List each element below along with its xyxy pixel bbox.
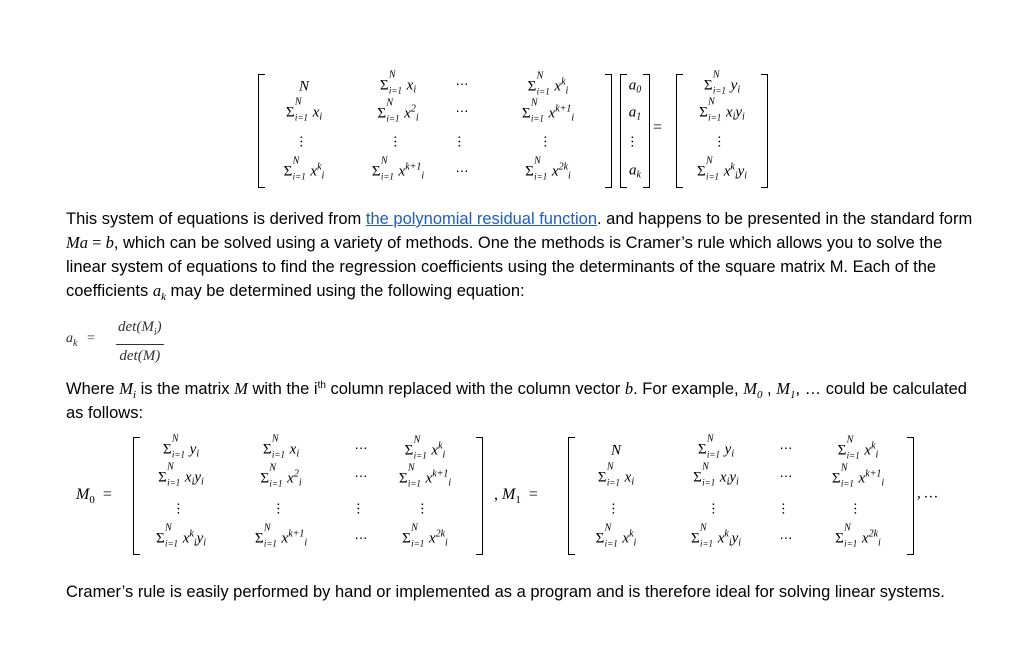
matrix-m-cell-3-0: Σ N i=1 $x^k_i$ bbox=[283, 155, 325, 182]
matrix-m-cdots-0: ⋯ bbox=[455, 77, 469, 93]
matrix-m-cell-1-3: Σ N i=1 $x^{k+1}_i$ bbox=[521, 97, 575, 124]
paragraph-conclusion: Cramer’s rule is easily performed by hand or implemented as a program and is therefore ideal for solving linear systems. bbox=[66, 583, 945, 601]
matrix-m-cell-1-0: Σ N i=1 $x_i$ bbox=[285, 96, 323, 123]
matrix-m-cell-0-1: Σ N i=1 $x_i$ bbox=[379, 69, 417, 96]
matrix-m-vdots-3: … bbox=[540, 135, 556, 149]
vector-a-0: $a_0$ bbox=[628, 77, 642, 96]
vector-b-vdots: … bbox=[714, 135, 730, 149]
vector-b-1: Σ N i=1 $x_iy_i$ bbox=[699, 96, 745, 123]
paragraph-intro: This system of equations is derived from the polynomial residual function. and happens to be presented in the standard form Ma = b, which can be solved using a variety of methods. One the methods is Cramer’s rule which allows you to solve the linear system of equations to find the regression coefficients using the determinants of the square matrix M. Each of the coefficients $a_k$ may be determined using the following equation: bbox=[66, 210, 973, 303]
vector-b bbox=[676, 69, 768, 188]
matrix-m-vdots-2: … bbox=[454, 135, 470, 149]
matrix-m-vdots-0: … bbox=[296, 135, 312, 149]
vector-a-vdots: … bbox=[627, 135, 643, 149]
vector-a-1: $a_1$ bbox=[628, 104, 642, 123]
matrix-m-cdots-3: ⋯ bbox=[455, 164, 469, 180]
matrix-m-cell-3-1: Σ N i=1 $x^{k+1}_i$ bbox=[371, 155, 425, 182]
matrix-m-cell-1-1: Σ N i=1 $x^2_i$ bbox=[377, 97, 419, 124]
fraction-numerator: $\det(M_i)$ bbox=[118, 319, 162, 338]
matrix-m-vdots-1: … bbox=[390, 135, 406, 149]
m1-label: , $M_1$ = bbox=[494, 485, 538, 507]
matrix-m-cdots-1: ⋯ bbox=[455, 104, 469, 120]
fraction-denominator: det(M) bbox=[119, 348, 161, 364]
matrix-m-cell-0-0: N bbox=[298, 78, 310, 95]
vector-a-k: $a_k$ bbox=[629, 162, 641, 181]
vector-b-0: Σ N i=1 $y_i$ bbox=[703, 69, 741, 96]
matrix-m-cell-3-3: Σ N i=1 $x^{2k}_i$ bbox=[525, 155, 571, 182]
matrix-m-cell-0-3: Σ N i=1 $x^k_i$ bbox=[527, 70, 569, 97]
paragraph-where: Where $M_i$ is the matrix M with the $i^{th}$ column replaced with the column vector b. For example, $M_0$ , $M_1$, … could be calculated as follows: bbox=[66, 379, 967, 422]
vector-a bbox=[620, 74, 650, 188]
matrix-m0: Σ N i=1 $y_i$ Σ N i=1 $x_i$ ⋯ Σ N i=1 $x^k_i$ Σ N i=1 $x_iy_i$ Σ N i=1 $x^2_i$ ⋯ Σ N i=1 $x^{k+1}_i$ … … … … Σ N i=1 $x^k_iy_i$ Σ N i=1 $x^{k+1}_i$ ⋯ Σ N i=1 $x^{2k}_i$ bbox=[133, 437, 483, 555]
matrix-m bbox=[258, 69, 612, 188]
trailing-ellipsis: , … bbox=[917, 485, 938, 502]
cramer-fraction bbox=[116, 316, 164, 364]
m0-label: $M_0$ = bbox=[76, 485, 112, 507]
matrix-m1: N Σ N i=1 $y_i$ ⋯ Σ N i=1 $x^k_i$ Σ N i=1 $x_i$ Σ N i=1 $x_iy_i$ ⋯ Σ N i=1 $x^{k+1}_i$ … … … … Σ N i=1 $x^k_i$ Σ N i=1 $x^k_iy_i$ ⋯ Σ N i=1 $x^{2k}_i$ bbox=[568, 437, 914, 555]
polynomial-residual-link[interactable]: the polynomial residual function bbox=[365, 210, 598, 228]
vector-b-k: Σ N i=1 $x^k_iy_i$ bbox=[696, 155, 748, 182]
equals-sign: = bbox=[652, 119, 663, 136]
